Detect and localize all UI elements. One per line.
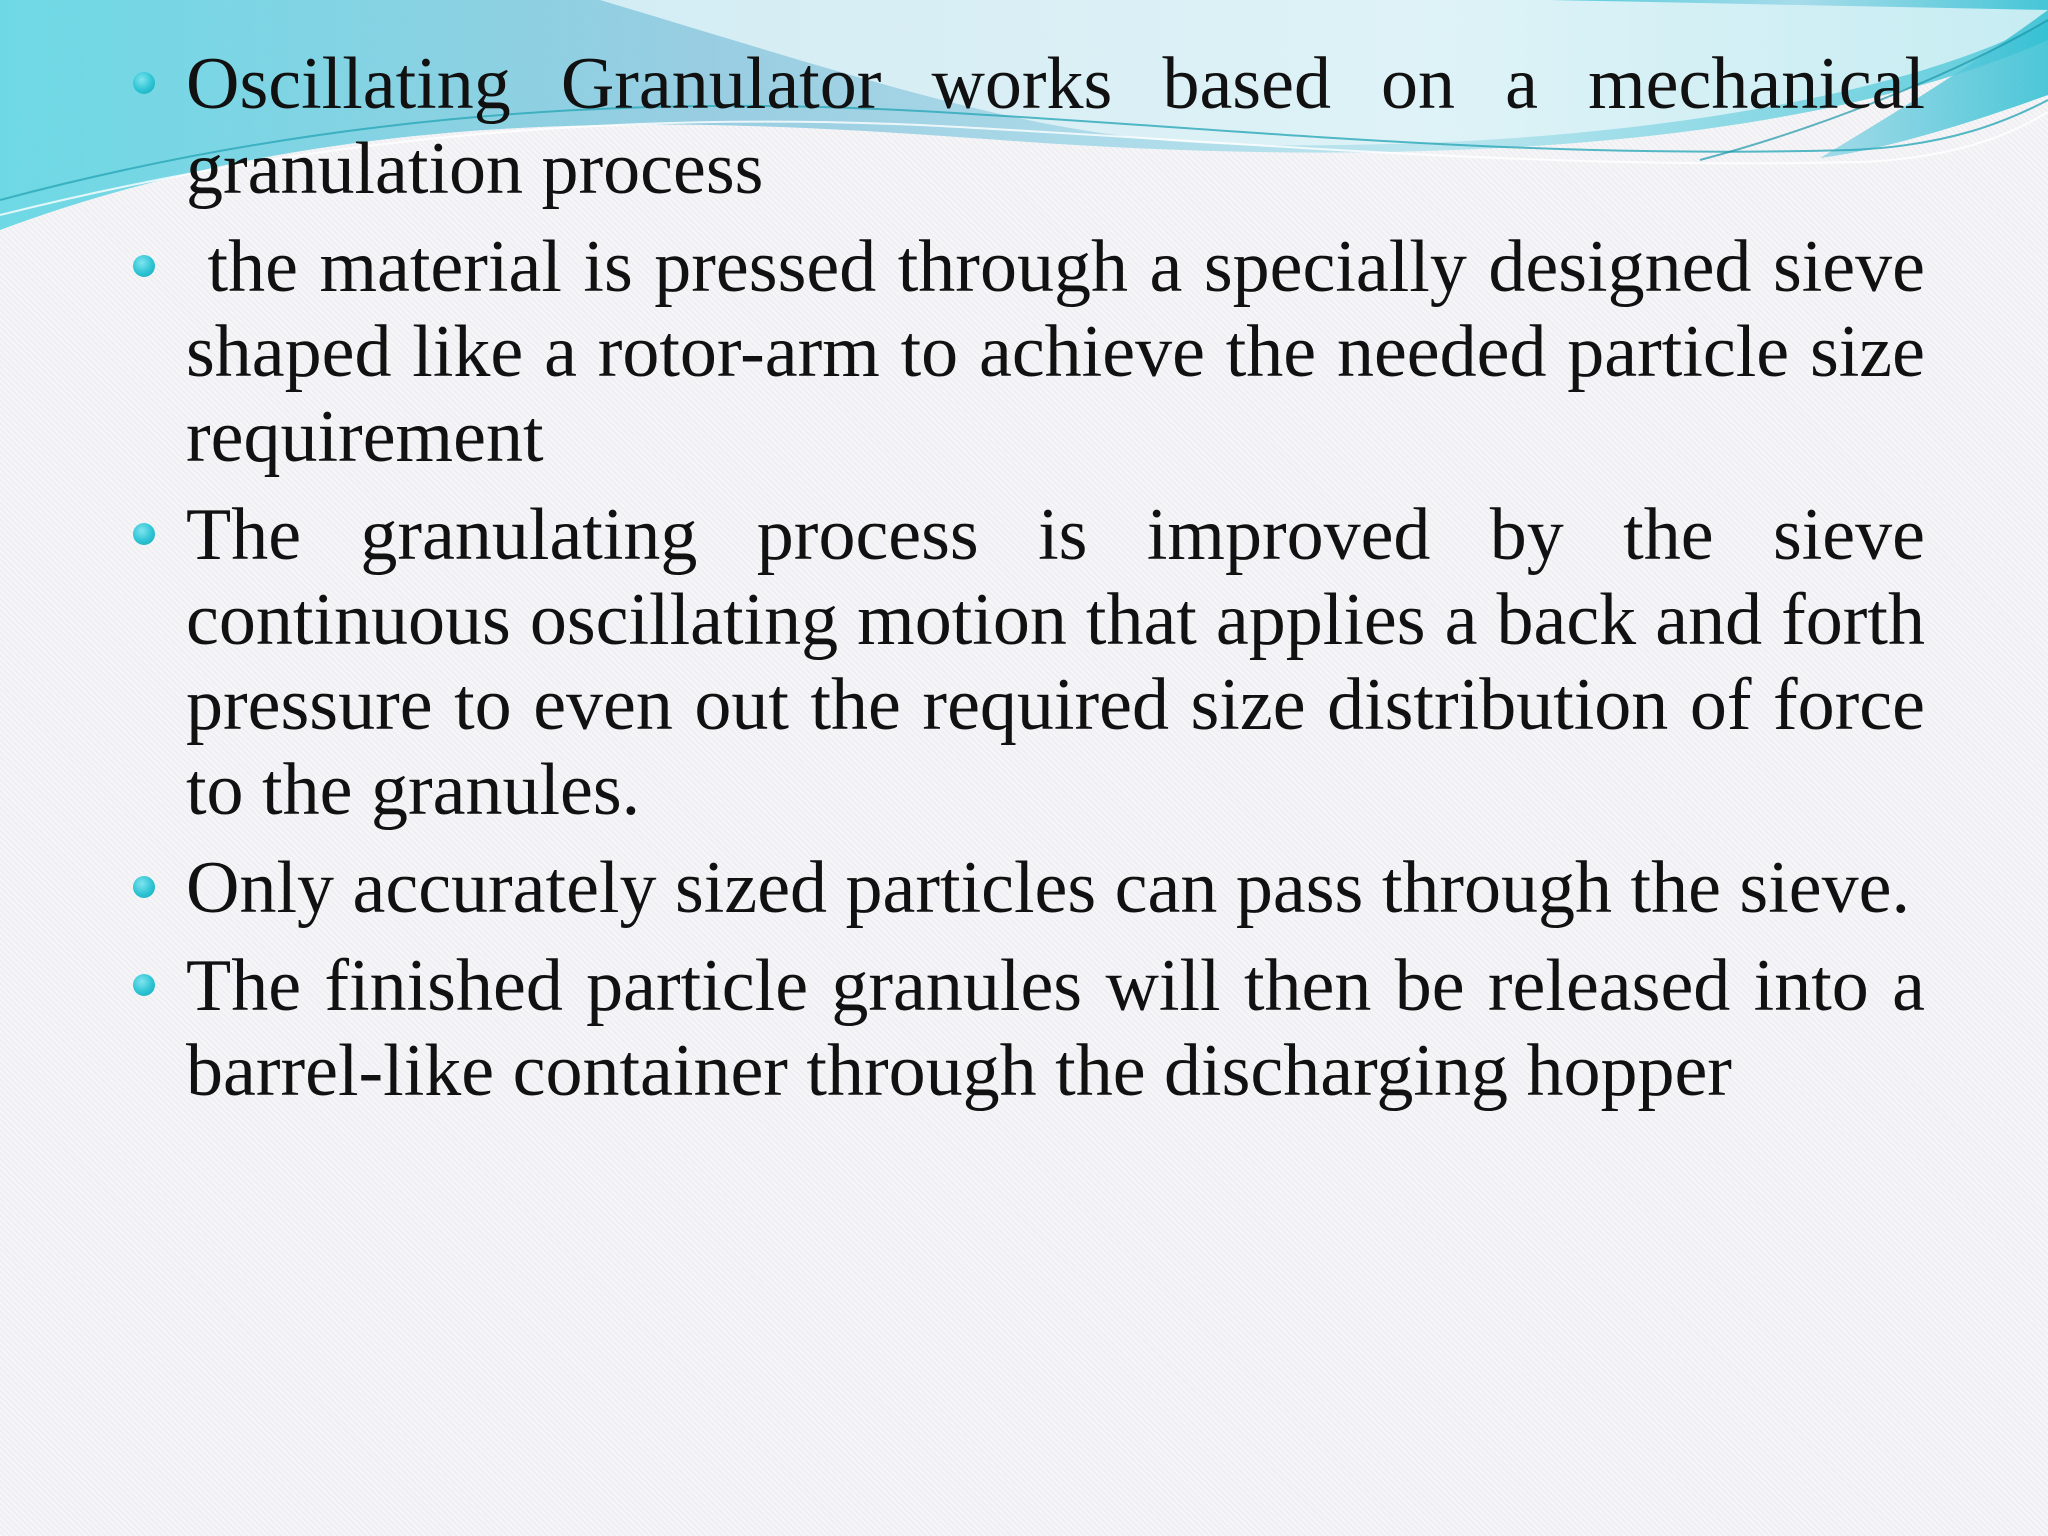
list-item [130,493,1925,833]
bullet-icon [133,974,155,996]
list-item [130,42,1925,212]
bullet-icon [133,72,155,94]
list-item [130,846,1925,931]
bullet-icon [133,876,155,898]
bullet-text: The granulating process is improved by the sieve continuous oscillating motion that applies a back and forth pressure to even out the required size distribution of force to the granules. [186,494,1925,831]
bullet-list [130,42,1944,1127]
bullet-text: Only accurately sized particles can pass through the sieve. [186,847,1910,929]
bullet-text: the material is pressed through a specially designed sieve shaped like a rotor-arm to achieve the needed particle size requirement [186,226,1944,478]
list-item [130,944,1925,1114]
bullet-icon [133,523,155,545]
list-item [130,225,1944,480]
bullet-text: The finished particle granules will then be released into a barrel-like container through the discharging hopper [186,945,1925,1112]
bullet-text: Oscillating Granulator works based on a mechanical granulation process [186,43,1925,210]
bullet-icon [133,255,155,277]
